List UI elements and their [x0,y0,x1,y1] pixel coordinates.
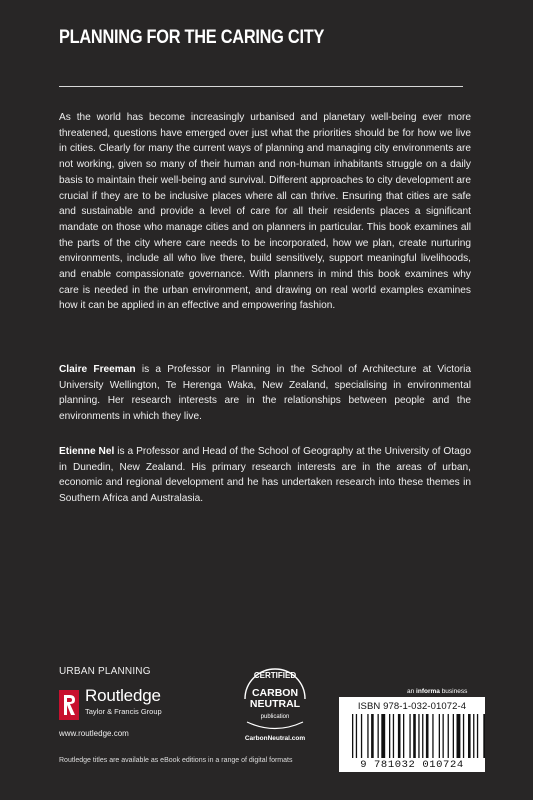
series-label: URBAN PLANNING [59,666,151,677]
informa-business-label [407,688,467,695]
barcode-panel [339,697,485,772]
book-title: PLANNING FOR THE CARING CITY [59,27,325,48]
carbon-neutral-badge-icon [235,665,315,745]
badge-neutral-text: NEUTRAL [249,698,301,710]
isbn-text: ISBN 978-1-032-01072-4 [357,701,467,712]
book-blurb: As the world has become increasingly urbanised and planetary well-being ever more threatened, questions have emerged over just what the priorities should be for how we live in cities. Clearly for many the current ways of planning and managing city environments are not working, given so many of their human and non-human inhabitants struggle on a daily basis to maintain their well-being and survival. Different approaches to city development are crucial if they are to be inclusive places where all can thrive. Ensuring that cities are safe and sustainable and provide a level of care for all their residents places a significant mandate on those who manage cities and on planners in particular. This book examines all the parts of the city where care needs to be incorporated, how we plan, create nurturing environments, include all who live there, build sensitively, support meaningful livelihoods, and enable compassionate governance. With planners in mind this book examines why care is needed in the urban environment, and drawing on real world examples examines how it can be applied in an effective and empowering fashion. [59,112,471,312]
author-bio-nel [59,444,471,507]
carbon-neutral-url: CarbonNeutral.com [244,735,306,742]
publisher-url: www.routledge.com [59,729,129,738]
author-name: Claire Freeman [59,364,136,375]
routledge-logo-icon [59,690,79,720]
title-divider [59,86,463,87]
informa-brand: informa [416,688,440,695]
barcode-number: 9 781032 010724 [360,759,464,771]
informa-suffix: business [439,688,468,695]
publisher-subtitle: Taylor & Francis Group [85,707,162,716]
badge-top-text: CERTIFIED [253,671,297,680]
author-bio-text: is a Professor in Planning in the School of Architecture at Victoria University Wellington, Te Herenga Waka, New Zealand, specialising in environmental planning. Her research interests are in the relationships between people and the environments in which they live. [59,364,471,423]
ebook-footnote: Routledge titles are available as eBook editions in a range of digital formats [59,757,293,764]
badge-carbon-text: CARBON [251,687,299,699]
badge-bottom-text: publication [260,714,290,720]
author-bio-text: is a Professor and Head of the School of Geography at the University of Otago in Dunedin, New Zealand. His primary research interests are in the areas of urban, economic and regional development and he has undertaken research into these themes in Southern Africa and Australasia. [59,446,472,505]
author-name: Etienne Nel [59,446,115,457]
informa-prefix: an [407,688,417,695]
author-bio-freeman [59,362,471,425]
publisher-name: Routledge [85,686,161,705]
